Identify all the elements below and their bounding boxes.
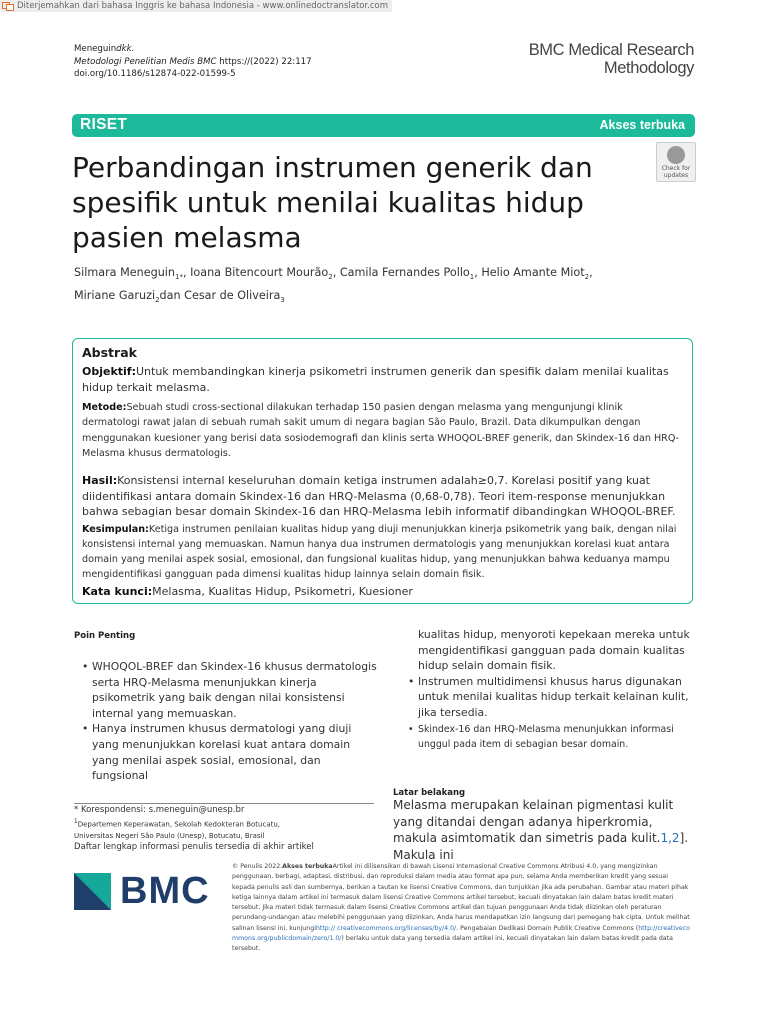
conclusions-label: Kesimpulan: (82, 523, 149, 535)
license-body-2: . Pengabaian Dedikasi Domain Publik Creative Commons ( (456, 924, 639, 932)
translator-bar[interactable] (0, 0, 392, 12)
author-list (74, 264, 694, 309)
journal-logo-line2: Methodology (603, 59, 694, 77)
section-label: RISET (80, 116, 128, 133)
list-item: • Skindex-16 dan HRQ-Melasma menunjukkan informasi unggul pada item di sebagian besar domain. (406, 722, 698, 752)
translator-text[interactable]: Diterjemahkan dari bahasa Inggris ke bahasa Indonesia - www.onlinedoctranslator.com (17, 1, 389, 11)
journal-logo (529, 41, 694, 77)
abstract-objective (82, 364, 683, 395)
conclusions-text: Ketiga instrumen penilaian kualitas hidup yang diuji menunjukkan kinerja psikometrik yang baik, dengan nilai konsistensi internal yang memuaskan. Namun hanya dua instrumen dermatologis yang menunjukkan korelasi kuat antara domain yang menilai aspek sosial, emosional, dan fungsional kualitas hidup, yang menunjukkan bahwa keduanya mampu mengidentifikasi gangguan pada dimensi kualitas hidup lainnya selain domain fisik. (82, 523, 677, 581)
key-points-heading: Poin Penting (74, 631, 136, 641)
author-affiliation-mark: 3 (280, 295, 285, 304)
et-al: dkk. (116, 44, 135, 54)
author-name[interactable]: Silmara Meneguin (74, 266, 175, 279)
footnotes (74, 805, 314, 854)
crossmark-line2: updates (663, 171, 689, 179)
results-label: Hasil: (82, 474, 118, 487)
list-item: • WHOQOL-BREF dan Skindex-16 khusus dermatologis serta HRQ-Melasma menunjukkan kinerja psikometrik yang baik dengan nilai konsistensi internal yang memuaskan. (80, 659, 380, 721)
abstract-box (72, 338, 693, 604)
author-name[interactable]: , Helio Amante Miot (474, 266, 585, 279)
keywords-label: Kata kunci: (82, 584, 153, 598)
license-body: Artikel ini dilisensikan di bawah Lisensi Internasional Creative Commons Atribusi 4.0, yang mengizinkan penggunaan, berbagi, adaptasi, distribusi, dan reproduksi dalam media atau format apa pun, selama Anda memberikan kredit yang sesuai kepada penulis asli dan sumbernya, berikan a tautan ke lisensi Creative Commons, dan tunjukkan jika ada perubahan. Gambar atau materi pihak ketiga lainnya dalam artikel ini termasuk dalam lisensi Creative Commons artikel tersebut, kecuali dinyatakan lain dalam batas kredit materi tersebut. Jika materi tidak termasuk dalam lisensi Creative Commons artikel dan tujuan penggunaan Anda tidak diizinkan oleh peraturan perundang-undangan atau melebihi penggunaan yang diizinkan, Anda harus mendapatkan izin langsung dari pemegang hak cipta. Untuk melihat salinan lisensi ini, kunjungi (232, 863, 690, 932)
crossmark-line1: Check for (661, 165, 691, 172)
license-body-3: ) berlaku untuk data yang tersedia dalam artikel ini, kecuali dinyatakan lain dalam batas kredit pada data tersebut. (232, 935, 673, 953)
journal-citation-rest[interactable]: https://(2022) 22:117 (219, 56, 312, 67)
key-points-right (406, 627, 698, 752)
public-domain-link[interactable]: http://creativeco mmons.org/publicdomain/zero/1.0/ (232, 924, 690, 943)
journal-citation: Metodologi Penelitian Medis BMC (74, 56, 217, 67)
open-access-bold: Akses terbuka (282, 863, 333, 870)
abstract-conclusions (82, 522, 683, 583)
author-name[interactable]: dan Cesar de Oliveira (159, 288, 281, 302)
author-info-note: Daftar lengkap informasi penulis tersedia di akhir artikel (74, 842, 314, 853)
background-text (393, 797, 698, 863)
author-name[interactable]: , Camila Fernandes Pollo (332, 266, 470, 279)
bmc-logo (74, 872, 210, 910)
abstract-keywords (82, 584, 683, 600)
abstract-results (82, 473, 683, 520)
background-heading: Latar belakang (393, 788, 466, 798)
open-access-label: Akses terbuka (599, 118, 685, 132)
affiliation-mark: 1 (74, 818, 78, 825)
affiliation (74, 817, 314, 843)
doi[interactable]: doi.org/10.1186/s12874-022-01599-5 (74, 69, 236, 80)
copyright: © Penulis 2022. (232, 863, 283, 870)
methods-text: Sebuah studi cross-sectional dilakukan terhadap 150 pasien dengan melasma yang mengunjungi klinik dermatologi rawat jalan di sebuah rumah sakit umum di negara bagian São Paulo, Brazil. Data dikumpulkan dengan menggunakan kuesioner yang berisi data sosiodemografi dan klinis serta WHOQOL-BREF generik, dan Skindex-16 dan HRQ-Melasma khusus dermatologis. (82, 402, 680, 459)
key-points-left (80, 659, 380, 784)
results-text: Konsistensi internal keseluruhan domain ketiga instrumen adalah≥0,7. Korelasi positif yang kuat diidentifikasi antara domain Skindex-16 dan HRQ-Melasma (0,68-0,78). Teori item-response menunjukkan bahwa sebagian besar domain Skindex-16 dan HRQ-Melasma lebih informatif dibandingkan WHOQOL-BREF. (82, 474, 676, 519)
author-name[interactable]: , Ioana Bitencourt Mourão (182, 266, 329, 279)
key-point-continued: kualitas hidup, menyoroti kepekaan mereka untuk mengidentifikasi gangguan pada domain kualitas hidup selain domain fisik. (418, 628, 690, 673)
abstract-methods (82, 400, 683, 461)
check-for-updates-badge[interactable] (656, 142, 696, 182)
author-affiliation-mark: 1* (174, 273, 183, 282)
article-meta (74, 43, 312, 81)
section-banner (72, 114, 695, 137)
objective-text: Untuk membandingkan kinerja psikometri instrumen generik dan spesifik dalam menilai kualitas hidup terkait melasma. (82, 365, 669, 394)
license-text (232, 862, 692, 955)
journal-logo-line1: BMC Medical Research (528, 41, 694, 59)
author-affiliation-mark: 2 (584, 273, 590, 282)
author-affiliation-mark: 2 (155, 295, 160, 304)
bmc-logo-icon (74, 873, 111, 910)
list-item: • Hanya instrumen khusus dermatologi yang diuji yang menunjukkan korelasi kuat antara domain yang menilai aspek sosial, emosional, dan fungsional (80, 721, 380, 783)
author-affiliation-mark: 1 (469, 273, 475, 282)
background-body-end: ]. Makula ini (393, 831, 689, 862)
correspondence[interactable]: * Korespondensi: s.meneguin@unesp.br (74, 805, 245, 815)
list-item: • Instrumen multidimensi khusus harus digunakan untuk menilai kualitas hidup terkait kelainan kulit, jika tersedia. (406, 674, 698, 721)
translate-icon (2, 2, 14, 11)
objective-label: Objektif: (82, 365, 136, 378)
affiliation-text: Departemen Keperawatan, Sekolah Kedokteran Botucatu, Universitas Negeri São Paulo (Unesp), Botucatu, Brasil (74, 819, 281, 840)
author-separator: , (589, 266, 593, 279)
citation-link[interactable]: 1,2 (660, 831, 680, 845)
article-title: Perbandingan instrumen generik dan spesifik untuk menilai kualitas hidup pasien melasma (72, 151, 593, 254)
bmc-wordmark: BMC (120, 870, 210, 912)
crossmark-icon (667, 146, 685, 164)
author-affiliation-mark: 2 (328, 273, 333, 282)
keywords-text: Melasma, Kualitas Hidup, Psikometri, Kuesioner (152, 584, 413, 598)
background-body: Melasma merupakan kelainan pigmentasi kulit yang ditandai dengan adanya hiperkromia, makula asimtomatik dan simetris pada kulit. (393, 798, 674, 845)
abstract-heading: Abstrak (82, 345, 137, 360)
methods-label: Metode: (82, 402, 127, 414)
license-link[interactable]: http:// creativecommons.org/licenses/by/4.0/ (315, 924, 457, 932)
footnote-divider (74, 803, 374, 804)
author-short: Meneguin (74, 44, 117, 54)
author-name[interactable]: Miriane Garuzi (74, 288, 156, 302)
